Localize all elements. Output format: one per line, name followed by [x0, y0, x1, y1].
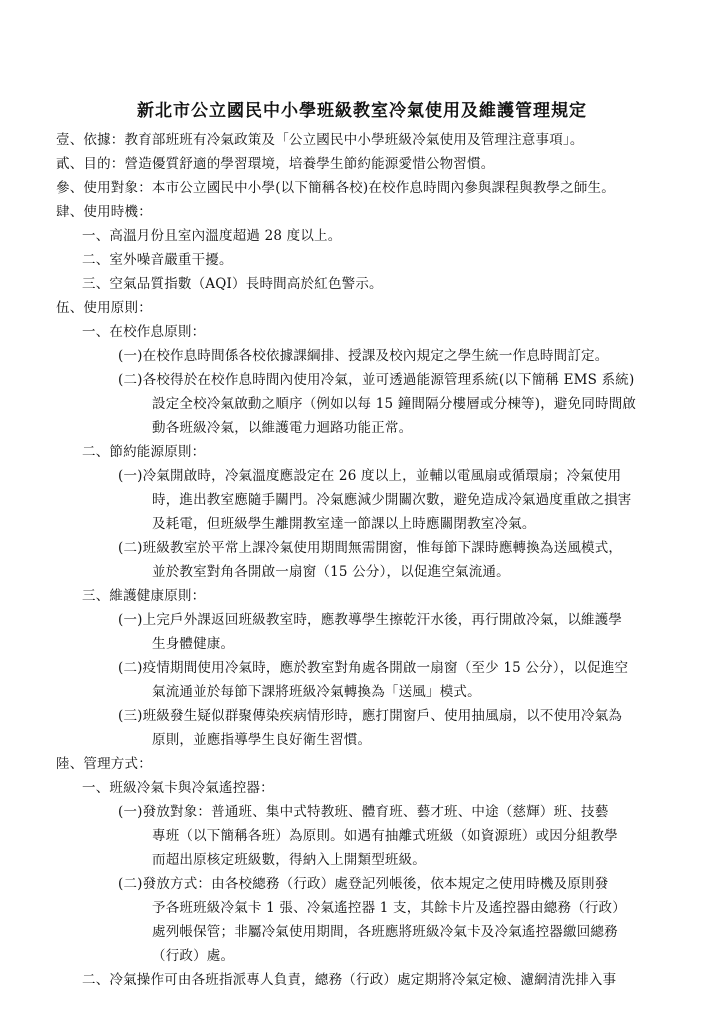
principle-schedule-item-2: (二)各校得於在校作息時間內使用冷氣，並可透過能源管理系統(以下簡稱 EMS 系統) — [118, 372, 635, 388]
principle-health-item-3: (三)班級發生疑似群聚傳染疾病情形時，應打開窗戶、使用抽風扇，以不使用冷氣為 — [118, 708, 623, 724]
section-basis: 壹、依據：教育部班班有冷氣政策及「公立國民中小學班級冷氣使用及管理注意事項」。 — [56, 132, 584, 148]
principle-energy-item-1: (一)冷氣開啟時，冷氣溫度應設定在 26 度以上，並輔以電風扇或循環扇；冷氣使用 — [118, 468, 622, 484]
principle-energy-item-2: (二)班級教室於平常上課冷氣使用期間無需開窗，惟每節下課時應轉換為送風模式， — [118, 540, 623, 556]
management-operation-item: 二、冷氣操作可由各班指派專人負責，總務（行政）處定期將冷氣定檢、濾網清洗排入事 — [82, 972, 617, 988]
principle-schedule-item-1: (一)在校作息時間係各校依據課綱排、授課及校內規定之學生統一作息時間訂定。 — [118, 348, 609, 364]
management-card-item-1: (一)發放對象：普通班、集中式特教班、體育班、藝才班、中途（慈輝）班、技藝 — [118, 804, 609, 820]
management-card-item-2-cont: 處列帳保管；非屬冷氣使用期間，各班應將班級冷氣卡及冷氣遙控器繳回總務 — [152, 924, 618, 940]
principle-energy-item-1-cont: 及耗電，但班級學生離開教室達一節課以上時應關閉教室冷氣。 — [152, 516, 536, 532]
management-card-item-2-cont: 予各班班級冷氣卡 1 張、冷氣遙控器 1 支，其餘卡片及遙控器由總務（行政） — [152, 900, 626, 916]
timing-item-2: 二、室外噪音嚴重干擾。 — [82, 252, 233, 268]
principle-energy-item-2-cont: 並於教室對角各開啟一扇窗（15 公分），以促進空氣流通。 — [152, 564, 510, 580]
principle-energy-heading: 二、節約能源原則： — [82, 444, 206, 460]
principle-health-item-2: (二)疫情期間使用冷氣時，應於教室對角處各開啟一扇窗（至少 15 公分），以促進空 — [118, 660, 629, 676]
management-card-item-1-cont: 專班（以下簡稱各班）為原則。如遇有抽離式班級（如資源班）或因分組教學 — [152, 828, 618, 844]
principle-energy-item-1-cont: 時，進出教室應隨手關門。冷氣應減少開關次數，避免造成冷氣過度重啟之損害 — [152, 492, 632, 508]
management-card-item-2-cont: （行政）處。 — [152, 948, 235, 964]
timing-item-1: 一、高溫月份且室內溫度超過 28 度以上。 — [82, 228, 342, 244]
management-card-item-2: (二)發放方式：由各校總務（行政）處登記列帳後，依本規定之使用時機及原則發 — [118, 876, 609, 892]
section-timing-heading: 肆、使用時機： — [56, 204, 152, 220]
principle-schedule-heading: 一、在校作息原則： — [82, 324, 206, 340]
principle-health-heading: 三、維護健康原則： — [82, 588, 206, 604]
principle-schedule-item-2-cont: 設定全校冷氣啟動之順序（例如以每 15 鐘間隔分樓層或分棟等)，避免同時間啟 — [152, 396, 637, 412]
principle-health-item-2-cont: 氣流通並於每節下課將班級冷氣轉換為「送風」模式。 — [152, 684, 481, 700]
management-card-heading: 一、班級冷氣卡與冷氣遙控器： — [82, 780, 274, 796]
section-management-heading: 陸、管理方式： — [56, 756, 152, 772]
timing-item-3: 三、空氣品質指數（AQI）長時間高於紅色警示。 — [82, 276, 383, 292]
document-title: 新北市公立國民中小學班級教室冷氣使用及維護管理規定 — [137, 101, 587, 121]
principle-health-item-1: (一)上完戶外課返回班級教室時，應教導學生擦乾汗水後，再行開啟冷氣，以維護學 — [118, 612, 623, 628]
management-card-item-1-cont: 而超出原核定班級數，得納入上開類型班級。 — [152, 852, 426, 868]
principle-schedule-item-2-cont: 動各班級冷氣，以維護電力迴路功能正常。 — [152, 420, 413, 436]
section-purpose: 貳、目的：營造優質舒適的學習環境，培養學生節約能源愛惜公物習慣。 — [56, 156, 495, 172]
section-principles-heading: 伍、使用原則： — [56, 300, 152, 316]
principle-health-item-1-cont: 生身體健康。 — [152, 636, 235, 652]
section-target: 參、使用對象：本市公立國民中小學(以下簡稱各校)在校作息時間內參與課程與教學之師生。 — [56, 180, 615, 196]
principle-health-item-3-cont: 原則，並應指導學生良好衛生習慣。 — [152, 732, 372, 748]
